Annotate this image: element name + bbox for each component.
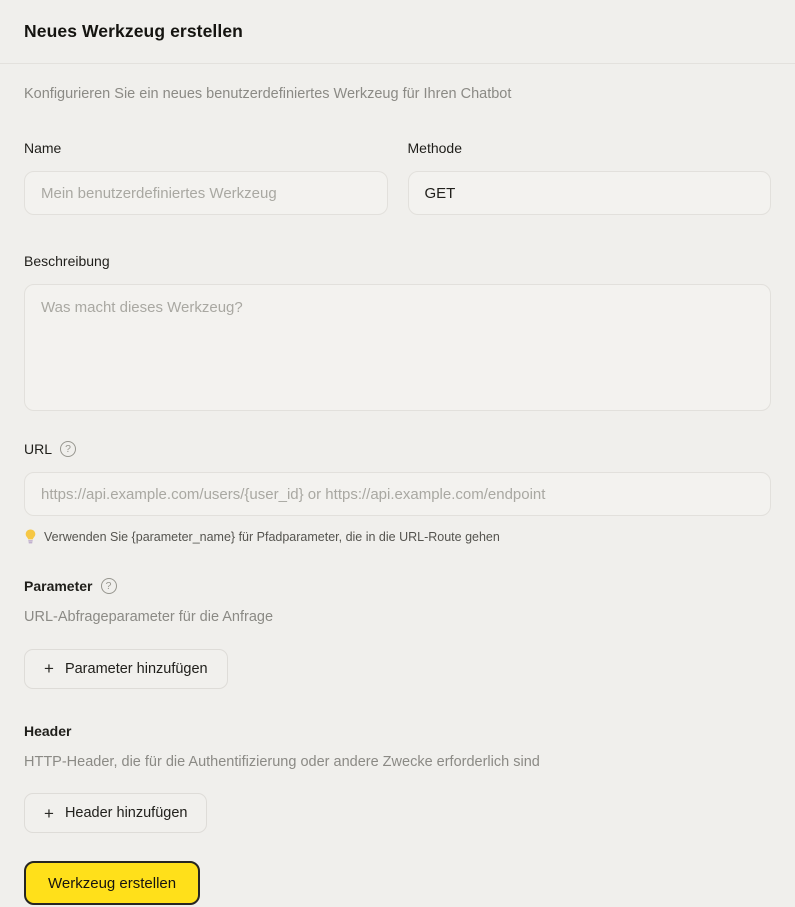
headers-label-row [24,723,771,739]
plus-icon: + [44,659,54,679]
description-label: Beschreibung [24,253,110,270]
parameters-section [24,578,771,688]
method-select[interactable] [408,171,772,215]
name-input[interactable] [24,171,388,215]
url-hint-text: Verwenden Sie {parameter_name} für Pfadparameter, die in die URL-Route gehen [44,529,500,544]
url-field-group [24,441,771,544]
description-textarea[interactable] [24,284,771,411]
headers-description: HTTP-Header, die für die Authentifizierung oder andere Zwecke erforderlich sind [24,753,540,770]
headers-label: Header [24,722,72,739]
page-header [0,0,795,64]
add-header-button-label: Header hinzufügen [64,805,188,822]
url-hint-row [24,529,771,544]
url-label-row [24,441,771,457]
name-field-group [24,140,388,215]
page-title: Neues Werkzeug erstellen [24,21,243,41]
name-label: Name [24,140,62,157]
add-header-button[interactable] [24,793,207,833]
submit-row [24,833,771,905]
form-content [0,86,795,905]
parameters-label: Parameter [24,578,93,595]
add-parameter-button[interactable] [24,649,228,689]
url-input[interactable] [24,472,771,516]
page-subtitle: Konfigurieren Sie ein neues benutzerdefiniertes Werkzeug für Ihren Chatbot [24,86,512,102]
method-label: Methode [407,140,462,157]
headers-section [24,723,771,833]
parameters-help-icon[interactable]: ? [101,578,117,594]
url-label: URL [24,441,53,458]
method-selected-value: GET [424,184,456,202]
lightbulb-icon [24,529,37,544]
create-tool-button[interactable]: Werkzeug erstellen [24,861,200,905]
description-field-group [24,253,771,416]
parameters-label-row [24,578,771,594]
method-field-group [408,140,772,215]
add-parameter-button-label: Parameter hinzufügen [64,660,208,677]
url-help-icon[interactable]: ? [60,441,76,457]
plus-icon: + [44,803,54,823]
name-method-row [24,140,771,215]
parameters-description: URL-Abfrageparameter für die Anfrage [24,609,274,626]
